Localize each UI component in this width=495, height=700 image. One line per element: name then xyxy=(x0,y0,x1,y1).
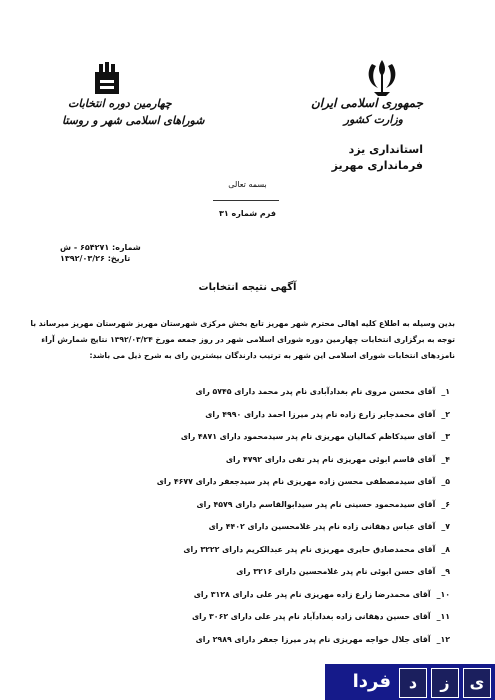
list-item: ۷_آقای عباس دهقانی زاده نام پدر غلامحسین دارای ۴۴۰۲ رای xyxy=(208,522,450,531)
iran-emblem-icon xyxy=(364,58,400,98)
province-office: استانداری یزد xyxy=(348,143,423,156)
intro-line: بدین وسیله به اطلاع کلیه اهالی محترم شهر مهریز تابع بخش مرکزی شهرستان مهریز شهرستان مهریز میرساند با xyxy=(30,319,455,328)
list-item: ۸_آقای محمدصادق حایری مهریزی نام پدر عبدالکریم دارای ۳۲۲۲ رای xyxy=(183,544,450,554)
intro-line: توجه به برگزاری انتخابات چهارمین دوره شورای اسلامی شهر در روز جمعه مورخ ۱۳۹۲/۰۳/۲۴ نتایج شمارش آراء xyxy=(41,335,455,344)
county-office: فرمانداری مهریز xyxy=(331,159,423,172)
ministry-name: جمهوری اسلامی ایران xyxy=(310,96,423,110)
list-item: ۱۰_آقای محمدرضا زارع زاده مهریزی نام پدر علی دارای ۳۱۲۸ رای xyxy=(193,589,450,599)
election-round: چهارمین دوره انتخابات xyxy=(68,97,172,110)
ministry-subname: وزارت کشور xyxy=(343,113,403,126)
list-item: ۵_آقای سیدمصطفی محسن زاده مهریزی نام پدر سیدجعفر دارای ۴۶۷۷ رای xyxy=(156,477,450,486)
election-councils: شوراهای اسلامی شهر و روستا xyxy=(62,114,205,127)
page-title: آگهی نتیجه انتخابات xyxy=(198,282,297,293)
list-item: ۳_آقای سیدکاظم کمالیان مهریزی نام پدر سیدمحمود دارای ۴۸۷۱ رای xyxy=(180,432,450,441)
watermark-letter: ی xyxy=(463,668,491,698)
list-item: ۹_آقای حسن ابوئی نام پدر غلامحسین دارای ۳۲۱۶ رای xyxy=(236,567,450,576)
intro-paragraph xyxy=(30,316,455,364)
yazd-farda-watermark xyxy=(325,664,495,700)
candidate-list xyxy=(50,387,450,657)
election-logo-icon xyxy=(92,60,122,98)
letter-number: شماره: ۶۵۴۲۷۱ - ش xyxy=(60,243,141,252)
watermark-word: فردا xyxy=(352,671,391,692)
list-item: ۱۲_آقای جلال خواجه مهریزی نام پدر میرزا جعفر دارای ۲۹۸۹ رای xyxy=(195,634,450,644)
list-item: ۴_آقای قاسم ابوئی مهریزی نام پدر تقی دارای ۴۷۹۲ رای xyxy=(225,454,450,464)
watermark-letter: ز xyxy=(431,668,459,698)
list-item: ۱۱_آقای حسین دهقانی زاده بغدادآباد نام پدر علی دارای ۳۰۶۲ رای xyxy=(192,612,450,621)
watermark-letter: د xyxy=(399,668,427,698)
intro-line: نامزدهای انتخابات شورای اسلامی این شهر به ترتیب دارندگان بیشترین رای به شرح ذیل می باشد: xyxy=(89,351,455,360)
list-item: ۱_آقای محسن مروی نام بغدادآبادی نام پدر محمد دارای ۵۷۴۵ رای xyxy=(195,387,450,396)
list-item: ۶_آقای سیدمحمود حسینی نام پدر سیدابوالقاسم دارای ۴۵۷۹ رای xyxy=(196,499,450,509)
form-number: فرم شماره ۳۱ xyxy=(219,209,276,218)
basmala: بسمه تعالی xyxy=(228,180,267,189)
letter-date: تاریخ: ۱۳۹۲/۰۳/۲۶ xyxy=(60,254,131,263)
list-item: ۲_آقای محمدجابر زارع زاده نام پدر میرزا احمد دارای ۴۹۹۰ رای xyxy=(205,409,450,419)
divider xyxy=(213,200,279,201)
